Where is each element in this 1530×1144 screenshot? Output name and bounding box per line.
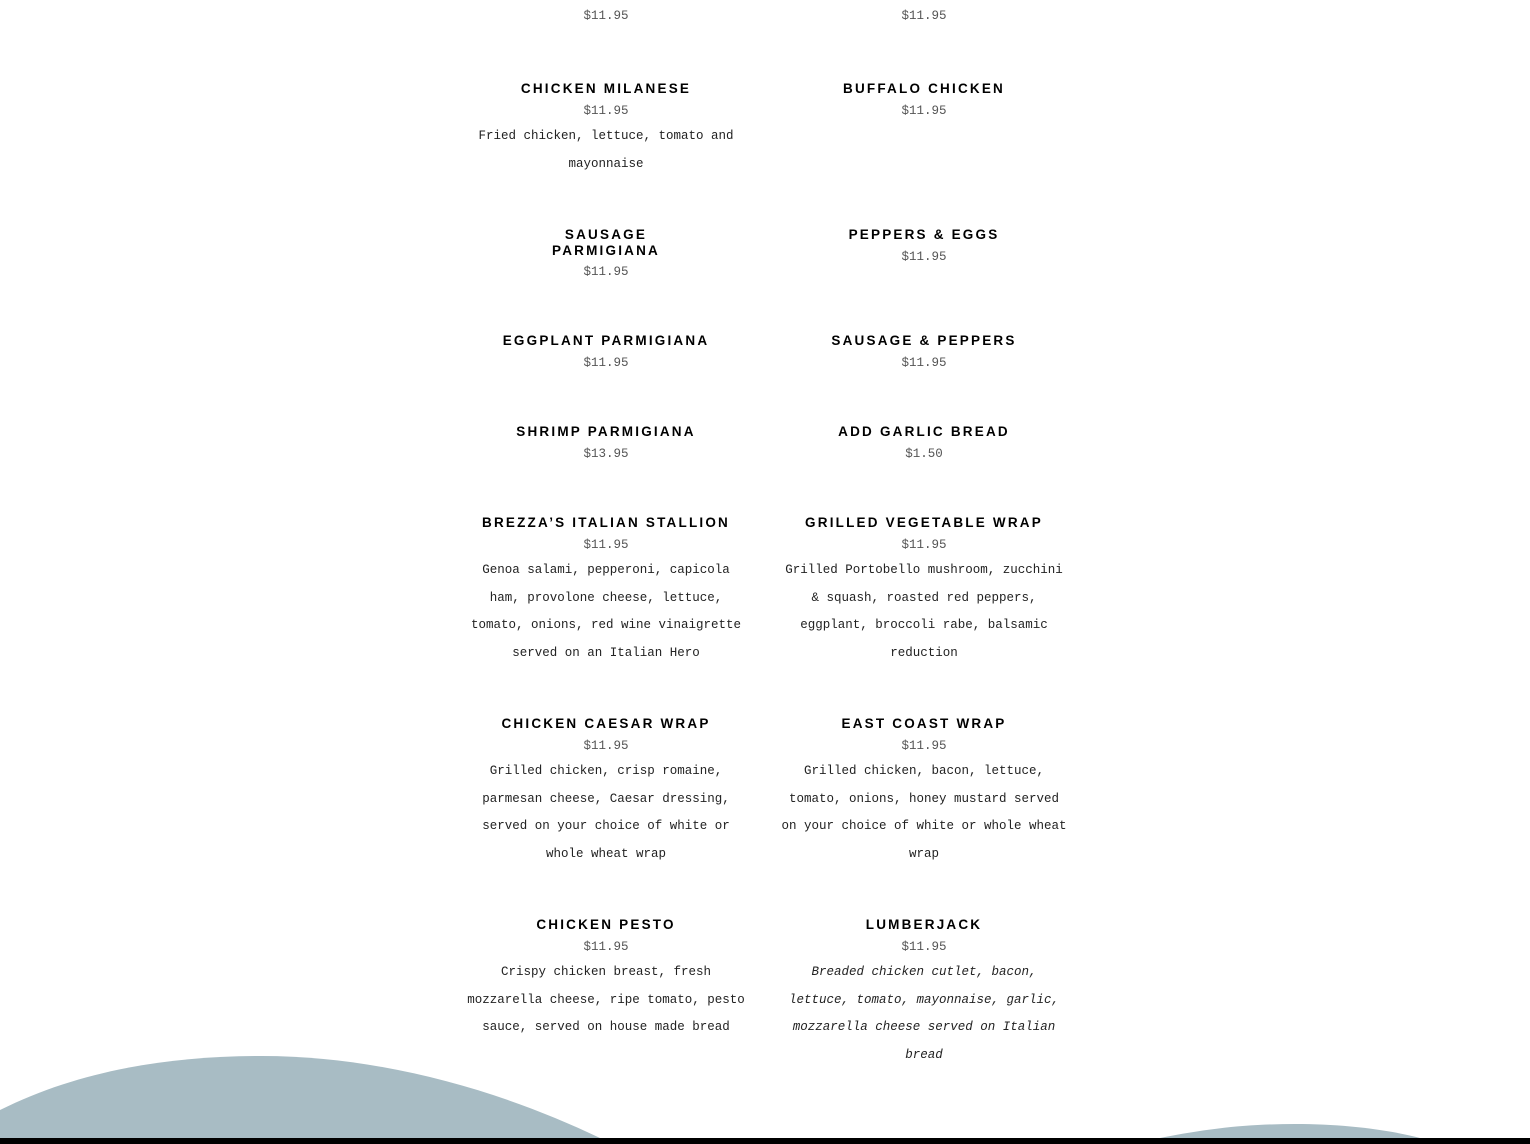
menu-item <box>779 917 1069 1069</box>
menu-item <box>461 515 751 667</box>
menu-item-name <box>461 0 751 2</box>
menu-item-description: Grilled chicken, bacon, lettuce, tomato, onions, honey mustard served on your choice of white or whole wheat wrap <box>781 764 1067 861</box>
menu-item-name: PEPPERS & EGGS <box>848 227 1000 242</box>
menu-item-price: $11.95 <box>583 104 629 118</box>
menu-item-name: CHICKEN PESTO <box>536 917 676 932</box>
menu-item-price: $11.95 <box>901 250 947 264</box>
menu-item-name: SAUSAGE & PEPPERS <box>831 333 1017 348</box>
menu-item <box>461 333 751 371</box>
menu-item-name: LUMBERJACK <box>865 917 983 932</box>
menu-item-name: SAUSAGE PARMIGIANA <box>552 227 660 258</box>
menu-item <box>779 515 1069 667</box>
menu-item-name: BUFFALO CHICKEN <box>843 81 1005 96</box>
menu-item <box>779 227 1069 265</box>
menu-item-price: $11.95 <box>901 940 947 954</box>
menu-item-price: $11.95 <box>583 265 629 279</box>
menu-item-price: $11.95 <box>901 538 947 552</box>
menu-item <box>779 333 1069 371</box>
menu-item-price: $13.95 <box>583 447 629 461</box>
menu-item-price: $11.95 <box>583 940 629 954</box>
menu-item-price: $11.95 <box>583 356 629 370</box>
menu-item-price: $11.95 <box>901 9 947 23</box>
menu-item <box>779 716 1069 868</box>
menu-item <box>779 81 1069 119</box>
menu-item-name: EAST COAST WRAP <box>841 716 1007 731</box>
menu-item-description: Grilled chicken, crisp romaine, parmesan cheese, Caesar dressing, served on your choice of white or whole wheat wrap <box>482 764 730 861</box>
menu-item-price: $11.95 <box>901 356 947 370</box>
menu-item-description: Grilled Portobello mushroom, zucchini & squash, roasted red peppers, eggplant, broccoli rabe, balsamic reduction <box>785 563 1063 660</box>
menu-item-price: $11.95 <box>583 9 629 23</box>
menu-item <box>779 0 1069 24</box>
menu-item-name: SHRIMP PARMIGIANA <box>516 424 696 439</box>
menu-item-description: Crispy chicken breast, fresh mozzarella cheese, ripe tomato, pesto sauce, served on house made bread <box>467 965 745 1035</box>
menu-item-price: $1.50 <box>905 447 943 461</box>
menu-item-name: ADD GARLIC BREAD <box>838 424 1010 439</box>
menu-item-description: Breaded chicken cutlet, bacon, lettuce, tomato, mayonnaise, garlic, mozzarella cheese served on Italian bread <box>788 965 1060 1062</box>
menu-item <box>461 917 751 1042</box>
menu-item-name <box>779 0 1069 2</box>
menu-item-name: GRILLED VEGETABLE WRAP <box>805 515 1043 530</box>
menu-item <box>461 227 751 280</box>
menu-item-name: EGGPLANT PARMIGIANA <box>502 333 710 348</box>
menu-item-name: CHICKEN CAESAR WRAP <box>501 716 711 731</box>
menu-item-price: $11.95 <box>583 739 629 753</box>
menu-item-price: $11.95 <box>901 739 947 753</box>
menu-item <box>779 424 1069 462</box>
menu-item-name: CHICKEN MILANESE <box>520 81 692 96</box>
menu-item-description: Fried chicken, lettuce, tomato and mayonnaise <box>478 129 734 171</box>
menu-item-price: $11.95 <box>583 538 629 552</box>
menu-item <box>461 0 751 24</box>
menu-item-name: BREZZA’S ITALIAN STALLION <box>482 515 730 530</box>
menu-item <box>461 716 751 868</box>
menu-item-price: $11.95 <box>901 104 947 118</box>
menu-item-description: Genoa salami, pepperoni, capicola ham, provolone cheese, lettuce, tomato, onions, red wine vinaigrette served on an Italian Hero <box>470 563 742 660</box>
menu-item <box>461 81 751 178</box>
menu-item <box>461 424 751 462</box>
